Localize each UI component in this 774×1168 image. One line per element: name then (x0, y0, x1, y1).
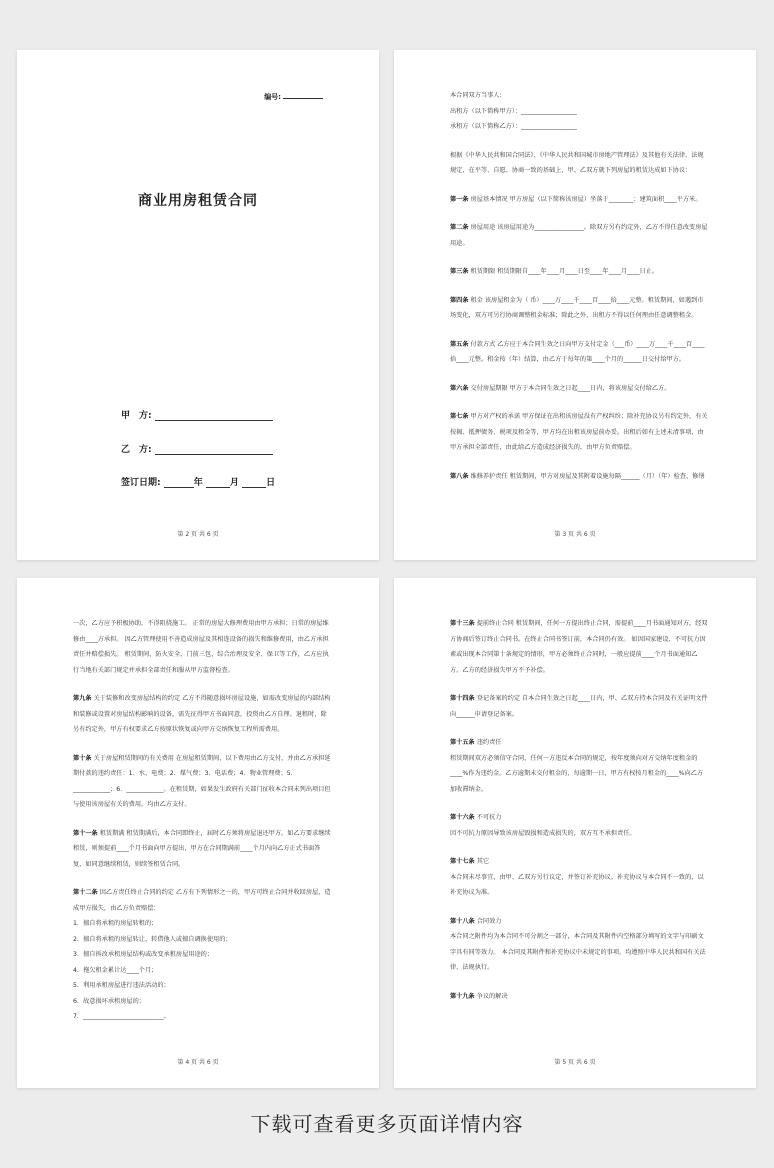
body-paragraph: 7．__________________________。 (73, 1013, 170, 1020)
paragraph-gap (450, 678, 708, 691)
article-number: 第十一条 (73, 829, 98, 837)
article-number: 第六条 (450, 384, 469, 392)
body-paragraph: 第十七条 其它 (450, 858, 490, 865)
body-paragraph: 租赁期间双方必须信守合同，任何一方违反本合同的规定，按年度须向对方交纳年度租金的____%作为违约金。乙方逾期未交付租金的，每逾期一日，甲方有权按月租金的____%向乙方加收滞纳金。 (450, 754, 704, 793)
article-number: 第九条 (73, 695, 92, 702)
body-paragraph: 4．拖欠租金累计达____个月； (73, 966, 158, 974)
body-paragraph: 第十条 关于房屋租赁期间的有关费用 在房屋租赁期间，以下费用由乙方支付，并由乙方承担延期付款的违约责任：1．水、电费；2．煤气费；3．电话费；4．物业管理费；5．____________；6．____________。在租赁期，如果发生政府有关部门征收本合同未列出项目但与使用该房屋有关的费用，均由乙方支付。 (73, 754, 331, 808)
body-paragraph: 第二条 房屋用途 该房屋用途为________________。除双方另有约定外，乙方不得任意改变房屋用途。 (450, 224, 708, 247)
watermark (67, 208, 105, 251)
body-paragraph: 第十二条 因乙方责任终止合同的约定 乙方有下列情形之一的，甲方可终止合同并收回房屋，造成甲方损失，由乙方负责赔偿： (73, 889, 331, 912)
paragraph-gap (73, 678, 331, 691)
page-body (450, 616, 708, 1004)
body-paragraph: 第七条 甲方对产权的承诺 甲方保证在出租该房屋没有产权纠纷；除补充协议另有约定外，有关按揭、抵押债务、税项及租金等，甲方均在出租该房屋前办妥。出租后如有上述未清事项，由甲方承担全部责任，由此给乙方造成经济损失的，由甲方负责赔偿。 (450, 413, 708, 451)
download-caption: 下载可查看更多页面详情内容 (250, 1112, 524, 1136)
body-paragraph: 1．擅自将承租的房屋转租的； (73, 920, 158, 927)
article-number: 第十九条 (450, 992, 475, 1000)
body-paragraph: 第十五条 违约责任 (450, 739, 502, 746)
paragraph-gap (450, 324, 708, 337)
article-number: 第五条 (450, 340, 469, 348)
party-b-blank (155, 446, 273, 455)
year-blank (164, 479, 194, 488)
party-a-blank (155, 412, 273, 421)
article-number: 第四条 (450, 296, 469, 304)
body-paragraph: 第十三条 提前终止合同 租赁期间，任何一方提出终止合同，需提前____月书面通知对方，经双方协商后签订终止合同书。在终止合同书签订前，本合同仍有效。 如因国家建设、不可抗力因素或出现本合同第十条规定的情形，甲方必须终止合同时，一般应提前____个月书面通知乙方。乙方的经济损失甲方不予补偿。 (450, 620, 708, 674)
paragraph-gap (450, 901, 708, 914)
paragraph-gap (73, 738, 331, 751)
sign-date-label: 签订日期: (121, 478, 161, 488)
body-paragraph: 第十一条 租赁期满 租赁期满后，本合同即终止，届时乙方须将房屋退还甲方。如乙方要求继续租赁，则须提前____个月书面向甲方提出，甲方在合同期满前____个月内向乙方正式书面答复，如同意继续租赁，则续签租赁合同。 (73, 829, 331, 868)
paragraph-gap (450, 135, 708, 148)
body-paragraph: 第十八条 合同效力 (450, 917, 502, 925)
article-number: 第十三条 (450, 620, 475, 627)
body-paragraph: 3．擅自拆改承租房屋结构或改变承租房屋用途的； (73, 951, 214, 958)
page-footer: 第 4 页 共 6 页 (177, 1059, 219, 1066)
article-number: 第一条 (450, 195, 469, 203)
body-paragraph: 承租方（以下简称乙方）：__________________ (450, 123, 577, 130)
contract-number (264, 92, 323, 102)
article-number: 第八条 (450, 472, 469, 480)
body-paragraph: 第十四条 登记备案的约定 自本合同生效之日起____日内，甲、乙双方持本合同及有关证明文件向______申请登记备案。 (450, 695, 708, 718)
body-paragraph: 本合同未尽事宜，由甲、乙双方另行议定，并签订补充协议。补充协议与本合同不一致的，以补充协议为准。 (450, 873, 704, 896)
page-3 (394, 50, 756, 560)
month-blank (206, 479, 230, 488)
article-number: 第三条 (450, 268, 469, 275)
paragraph-gap (450, 251, 708, 264)
page-cover (17, 50, 379, 560)
paragraph-gap (450, 722, 708, 735)
page-5 (394, 578, 756, 1088)
body-paragraph: 第四条 租金 该房屋租金为（ 币）____万____千____百____拾____元整。租赁期间，如遇到市场变化，双方可另行协商调整租金标准；除此之外，出租方不得以任何理由任意调整租金。 (450, 296, 704, 319)
party-b-line (121, 442, 273, 455)
paragraph-gap (450, 207, 708, 220)
body-paragraph: 根据《中华人民共和国合同法》、《中华人民共和国城市房地产管理法》及其他有关法律、法规规定，在平等、自愿、协商一致的基础上，甲、乙双方就下列房屋的租赁达成如下协议： (450, 151, 704, 174)
paragraph-gap (450, 368, 708, 381)
party-b-label: 乙 方: (121, 445, 152, 455)
day-label: 日 (266, 478, 276, 488)
contract-number-label: 编号: (264, 93, 281, 101)
body-paragraph: 2．擅自将承租的房屋转让、转借他人或擅自调换使用的； (73, 935, 232, 943)
article-number: 第十八条 (450, 917, 475, 925)
sign-date-line (121, 475, 275, 488)
paragraph-gap (450, 179, 708, 192)
body-paragraph: 第六条 交付房屋期限 甲方于本合同生效之日起____日内，将该房屋交付给乙方。 (450, 384, 671, 392)
article-number: 第十六条 (450, 814, 475, 821)
paragraph-gap (73, 872, 331, 885)
article-number: 第十二条 (73, 889, 98, 896)
page-footer: 第 2 页 共 6 页 (177, 531, 219, 538)
body-paragraph: 一次，乙方应予积极协助，不得阻挠施工。 正常的房屋大修理费用由甲方承担；日常的房屋维修由____方承担。 因乙方管理使用不善造成房屋及其相连设备的损失和维修费用，由乙方承担责任并赔偿损失。 租赁期间，防火安全、门前三包、综合治理及安全、保卫等工作，乙方应执行当地有关部门规定并承担全部责任和服从甲方监督检查。 (73, 620, 329, 674)
page-footer: 第 5 页 共 6 页 (554, 1059, 596, 1066)
article-number: 第十五条 (450, 739, 475, 746)
body-paragraph: 第十六条 不可抗力 (450, 814, 502, 821)
body-paragraph: 本合同之附件均为本合同不可分割之一部分，本合同及其附件内空格部分填写的文字与印刷文字具有同等效力。 本合同及其附件和补充协议中未规定的事项，均遵照中华人民共和国有关法律、法规执行。 (450, 933, 706, 971)
year-label: 年 (193, 478, 203, 488)
body-paragraph: 第一条 房屋基本情况 甲方房屋（以下简称该房屋）坐落于________；建筑面积____平方米。 (450, 195, 702, 203)
paragraph-gap (450, 456, 708, 469)
page-4 (17, 578, 379, 1088)
paragraph-gap (450, 797, 708, 810)
paragraph-gap (450, 841, 708, 854)
paragraph-gap (73, 813, 331, 826)
page-body (73, 616, 331, 1025)
body-paragraph: 第八条 维修养护责任 租赁期间，甲方对房屋及其附着设施每隔______（月）（年）检查、修缮 (450, 472, 705, 480)
party-a-label: 甲 方: (121, 411, 152, 421)
article-number: 第十条 (73, 754, 92, 762)
body-paragraph: 出租方（以下简称甲方）：__________________ (450, 107, 577, 115)
body-paragraph: 第五条 付款方式 乙方应于本合同生效之日向甲方支付定金（___币）____万____千____百____拾____元整。租金按（年）结算，由乙方于每年的第____个月的______日交付给甲方。 (450, 340, 705, 363)
page-footer: 第 3 页 共 6 页 (554, 531, 596, 538)
contract-number-blank (283, 98, 323, 99)
body-paragraph: 因不可抗力原因导致该房屋毁损和造成损失的，双方互不承担责任。 (450, 829, 636, 837)
body-paragraph: 第十九条 争议的解决 (450, 992, 508, 1000)
paragraph-gap (450, 280, 708, 293)
body-paragraph: 第三条 租赁期限 租赁期限自____年____月____日至____年____月____日止。 (450, 268, 659, 275)
body-paragraph: 5．利用承租房屋进行违法活动的； (73, 982, 170, 989)
body-paragraph: 本合同双方当事人: (450, 92, 502, 99)
document-title: 商业用房租赁合同 (138, 193, 258, 209)
article-number: 第十七条 (450, 858, 475, 865)
paragraph-gap (450, 976, 708, 989)
body-paragraph: 第九条 关于装修和改变房屋结构的约定 乙方不得随意损坏房屋设施，如需改变房屋的内部结构和装修或设置对房屋结构影响的设备，需先征得甲方书面同意，投资由乙方自理。退租时，除另有约定外，甲方有权要求乙方按原状恢复或向甲方交纳恢复工程所需费用。 (73, 695, 331, 733)
article-number: 第二条 (450, 224, 469, 231)
body-paragraph: 6．故意损坏承租房屋的； (73, 997, 145, 1005)
month-label: 月 (229, 478, 239, 488)
party-a-line (121, 408, 273, 421)
paragraph-gap (450, 396, 708, 409)
day-blank (242, 479, 266, 488)
page-body (450, 88, 708, 484)
article-number: 第七条 (450, 413, 469, 420)
article-number: 第十四条 (450, 695, 475, 702)
